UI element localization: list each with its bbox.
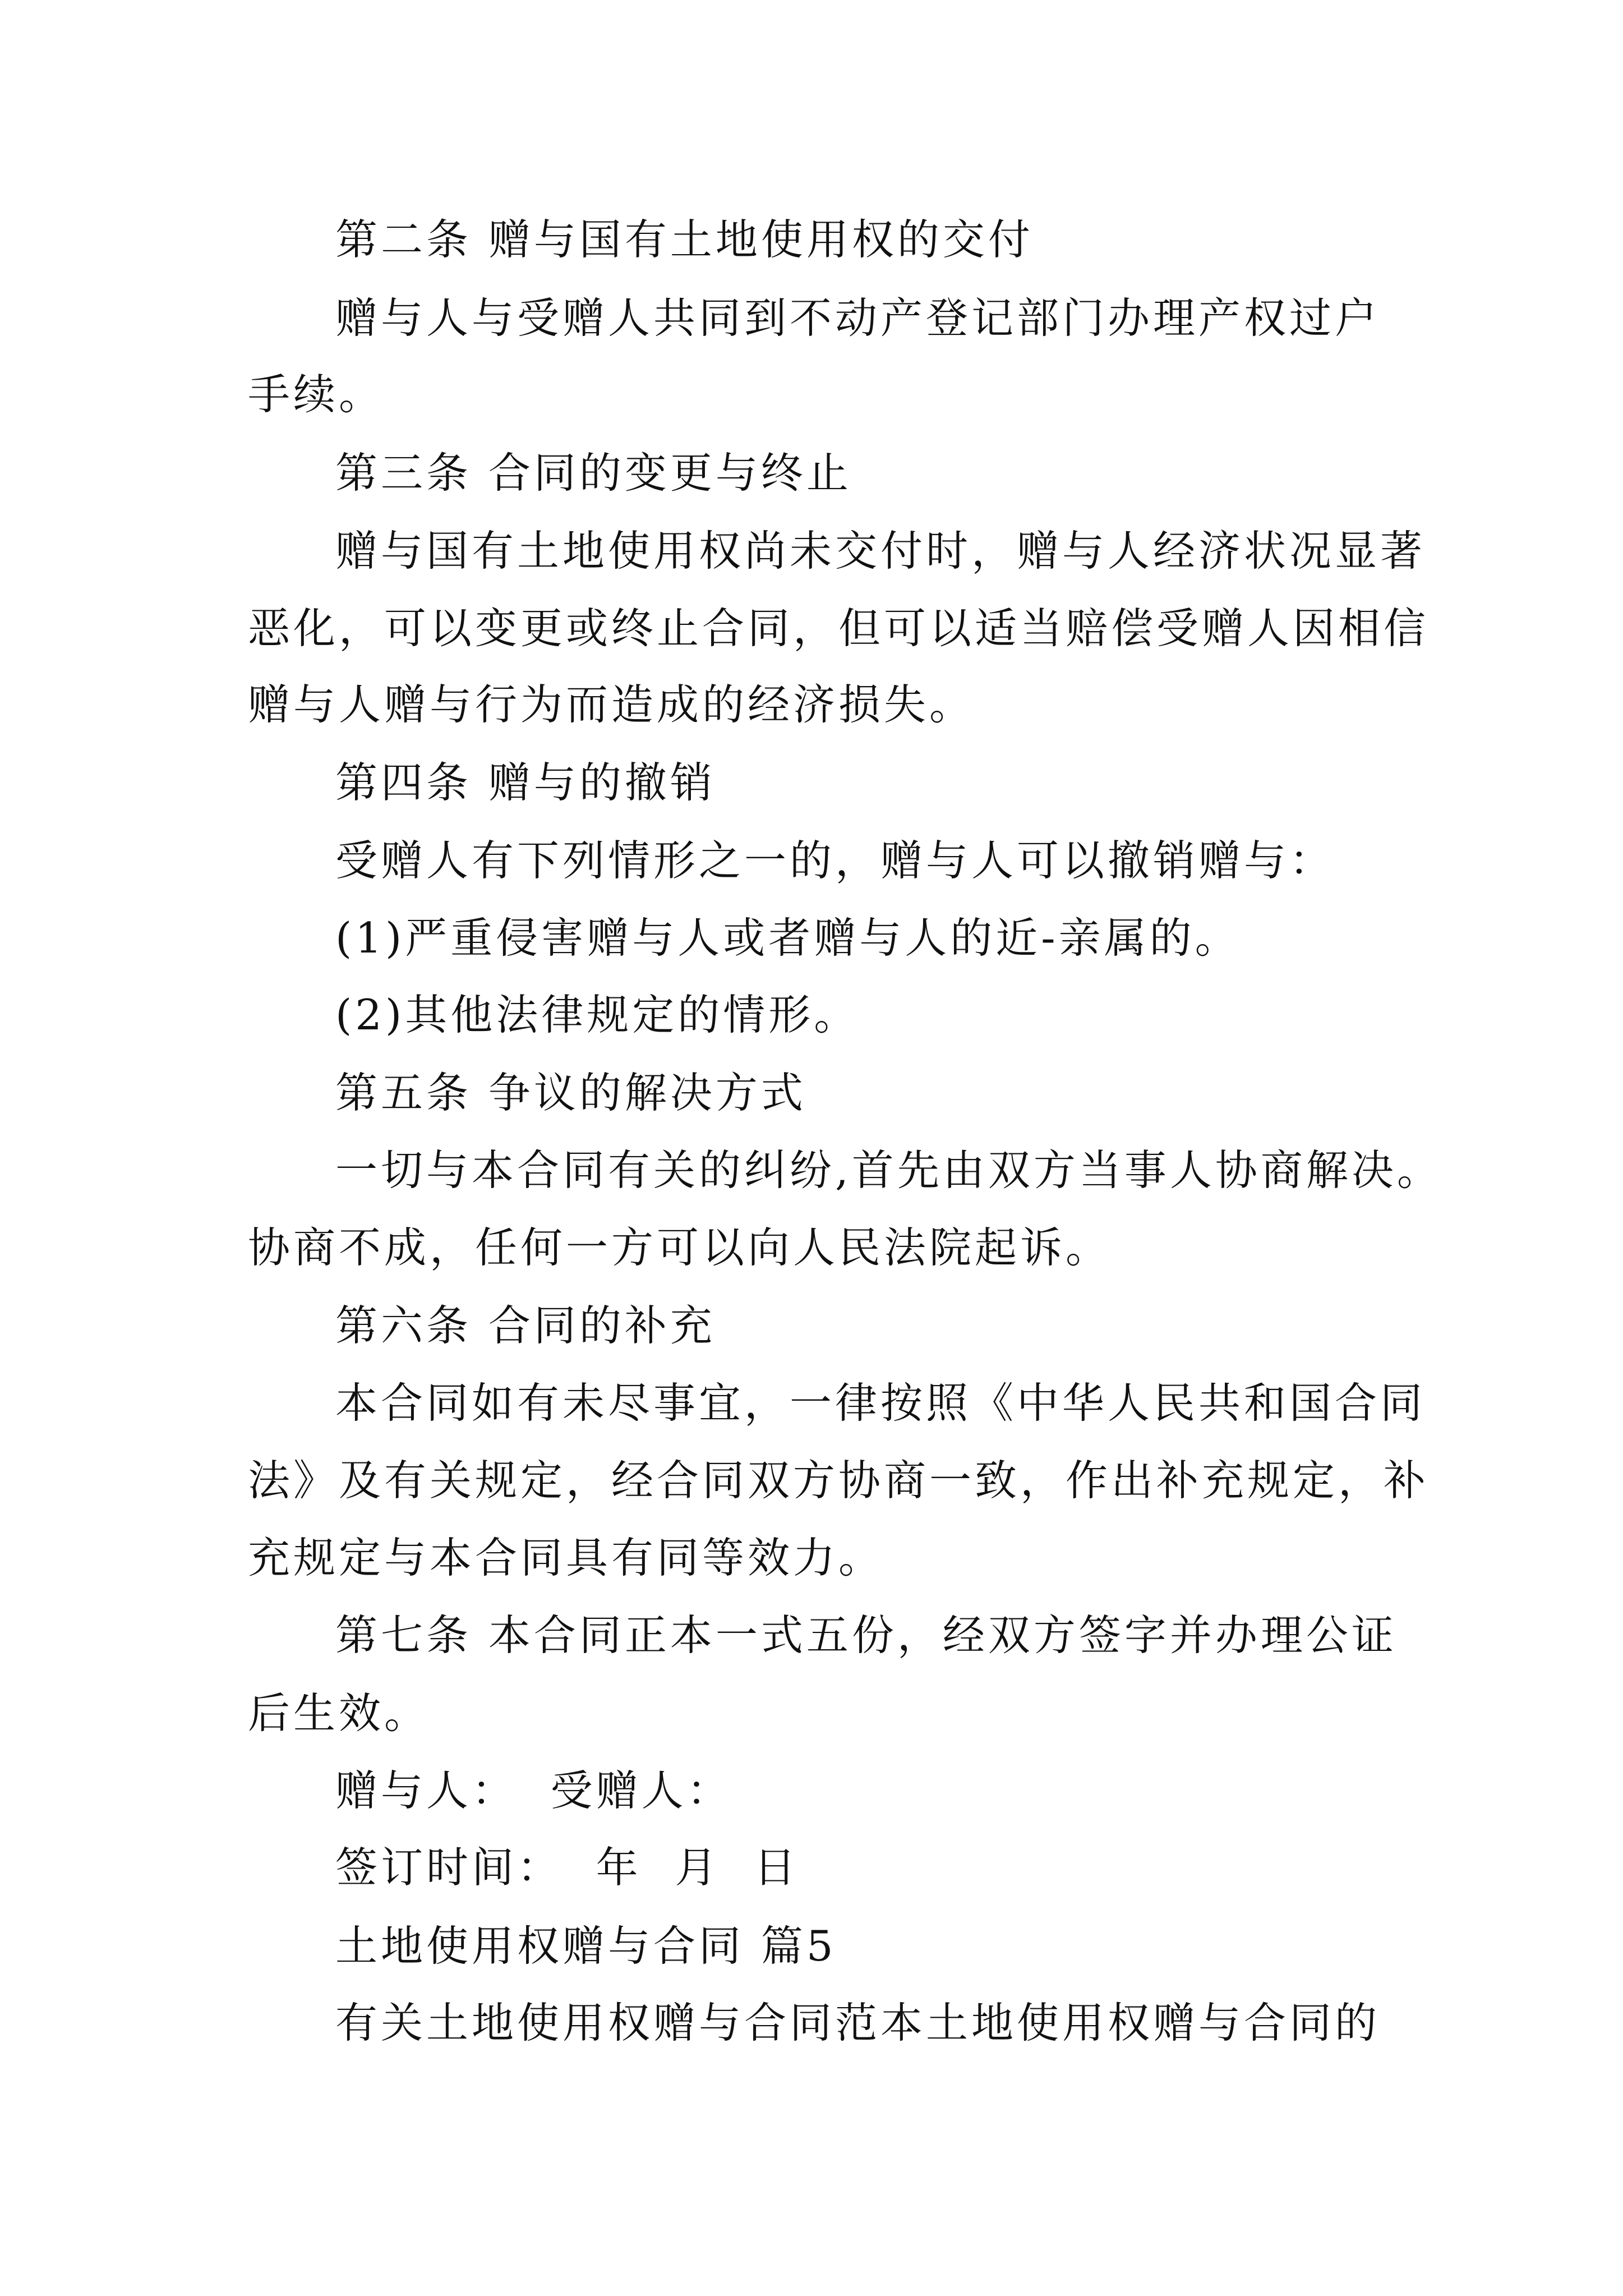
signing-date: 签订时间： 年 月 日 <box>335 1843 800 1892</box>
article-3-body-line-3: 赠与人赠与行为而造成的经济损失。 <box>248 680 975 729</box>
article-4-body-line-1: 受赠人有下列情形之一的，赠与人可以撤销赠与： <box>335 836 1335 885</box>
article-7-line-2: 后生效。 <box>248 1688 430 1738</box>
article-4-item-1: (1)严重侵害赠与人或者赠与人的近-亲属的。 <box>335 913 1241 963</box>
section-title: 土地使用权赠与合同 篇5 <box>335 1921 837 1971</box>
article-4-heading: 第四条 赠与的撤销 <box>335 758 716 807</box>
article-4-item-2: (2)其他法律规定的情形。 <box>335 990 860 1039</box>
article-3-body-line-1: 赠与国有土地使用权尚未交付时，赠与人经济状况显著 <box>335 526 1426 576</box>
section-body-line-1: 有关土地使用权赠与合同范本土地使用权赠与合同的 <box>335 1998 1381 2047</box>
article-5-heading: 第五条 争议的解决方式 <box>335 1068 806 1117</box>
article-3-body-line-2: 恶化，可以变更或终止合同，但可以适当赔偿受赠人因相信 <box>248 604 1430 653</box>
article-6-body-line-3: 充规定与本合同具有同等效力。 <box>248 1533 884 1582</box>
article-5-body-line-1: 一切与本合同有关的纠纷,首先由双方当事人协商解决。 <box>335 1145 1442 1195</box>
signature-parties: 赠与人： 受赠人： <box>335 1766 732 1815</box>
article-2-body-line-2: 手续。 <box>248 370 385 419</box>
article-6-body-line-2: 法》及有关规定，经合同双方协商一致，作出补充规定，补 <box>248 1456 1430 1505</box>
article-6-body-line-1: 本合同如有未尽事宜，一律按照《中华人民共和国合同 <box>335 1378 1426 1428</box>
article-2-body-line-1: 赠与人与受赠人共同到不动产登记部门办理产权过户 <box>335 293 1381 343</box>
article-5-body-line-2: 协商不成，任何一方可以向人民法院起诉。 <box>248 1223 1112 1272</box>
article-2-heading: 第二条 赠与国有土地使用权的交付 <box>335 215 1034 264</box>
article-7-line-1: 第七条 本合同正本一式五份，经双方签字并办理公证 <box>335 1611 1397 1660</box>
article-3-heading: 第三条 合同的变更与终止 <box>335 448 852 498</box>
article-6-heading: 第六条 合同的补充 <box>335 1301 716 1350</box>
